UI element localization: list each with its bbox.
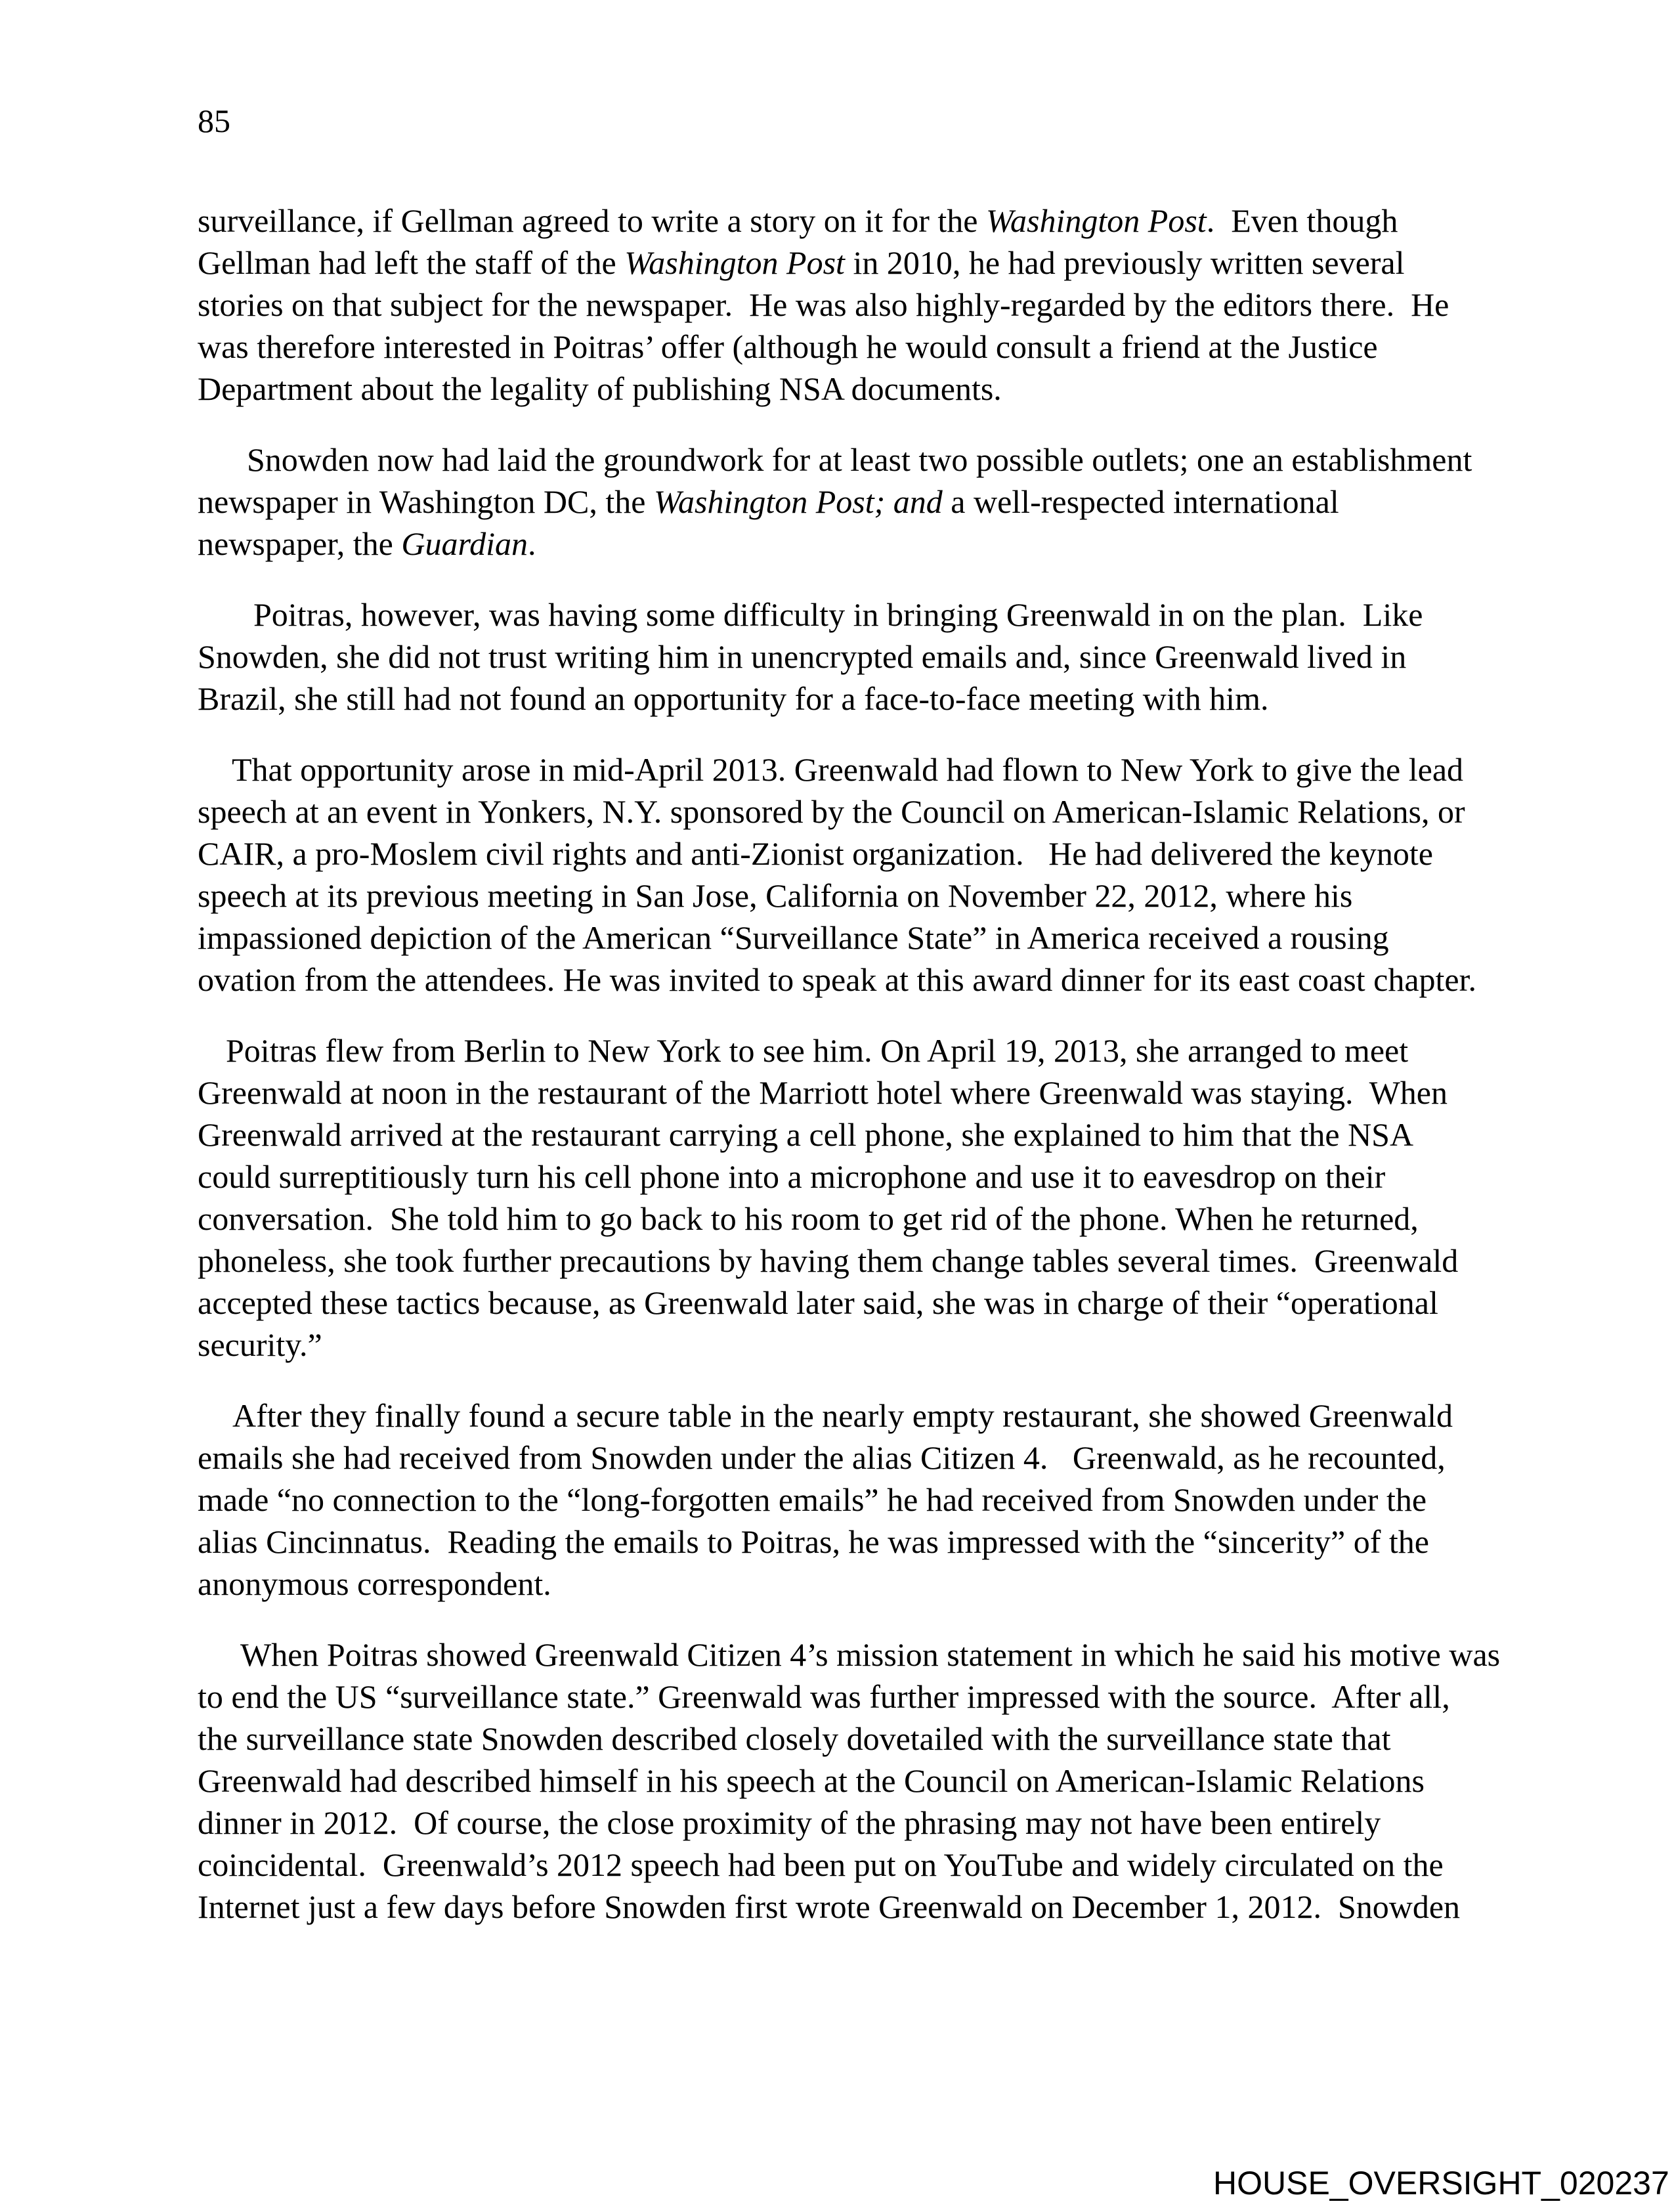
body-text: When Poitras showed Greenwald Citizen 4’s mission statement in which he said his motive was [240,1636,1501,1673]
text-line [198,1282,1530,1324]
text-line [198,1634,1530,1676]
text-line [198,917,1530,959]
body-text: alias Cincinnatus. Reading the emails to Poitras, he was impressed with the “sincerity” of the [198,1523,1429,1560]
text-line [198,523,1530,565]
body-text: security.” [198,1326,322,1363]
body-text: the surveillance state Snowden described closely dovetailed with the surveillance state that [198,1720,1391,1757]
body-text: speech at its previous meeting in San Jose, California on November 22, 2012, where his [198,877,1353,914]
text-line [198,1240,1530,1282]
page-number: 85 [198,102,230,139]
text-line [198,1479,1530,1521]
text-line [198,1030,1530,1072]
body-text: Gellman had left the staff of the [198,244,625,281]
text-line [198,439,1530,481]
body-text: Poitras, however, was having some difficulty in bringing Greenwald in on the plan. Like [253,596,1423,633]
body-text: Snowden now had laid the groundwork for at least two possible outlets; one an establishment [247,441,1472,478]
text-line [198,284,1530,326]
body-text: impassioned depiction of the American “Surveillance State” in America received a rousing [198,919,1389,956]
text-line [198,242,1530,284]
text-line [198,875,1530,917]
text-line [198,1324,1530,1366]
paragraph [198,1030,1530,1366]
text-line [198,1198,1530,1240]
text-line [198,748,1530,791]
text-line [198,1886,1530,1928]
text-line [198,791,1530,833]
text-line [198,1802,1530,1844]
body-text: coincidental. Greenwald’s 2012 speech had been put on YouTube and widely circulated on the [198,1846,1444,1883]
body-text: phoneless, she took further precautions by having them change tables several times. Greenwald [198,1242,1459,1279]
body-text: Greenwald had described himself in his speech at the Council on American-Islamic Relations [198,1762,1425,1799]
text-line [198,1521,1530,1563]
text-line [198,200,1530,242]
body-text: to end the US “surveillance state.” Greenwald was further impressed with the source. After all, [198,1678,1450,1715]
body-text: made “no connection to the “long-forgotten emails” he had received from Snowden under the [198,1481,1427,1518]
text-line [198,368,1530,410]
body-text: emails she had received from Snowden under the alias Citizen 4. Greenwald, as he recounted, [198,1439,1446,1476]
body-text: newspaper in Washington DC, the [198,483,654,520]
body-text: Greenwald at noon in the restaurant of the Marriott hotel where Greenwald was staying. When [198,1074,1448,1111]
text-line [198,959,1530,1001]
body-text: Brazil, she still had not found an opportunity for a face-to-face meeting with him. [198,680,1269,717]
body-text: After they finally found a secure table in the nearly empty restaurant, she showed Greenwald [232,1397,1453,1434]
italic-text: Guardian [401,525,528,562]
text-line [198,1760,1530,1802]
body-text: was therefore interested in Poitras’ offer (although he would consult a friend at the Justice [198,328,1378,365]
body-text: ovation from the attendees. He was invited to speak at this award dinner for its east coast chapter. [198,961,1476,998]
paragraph [198,1634,1530,1928]
paragraph [198,594,1530,720]
text-line [198,1114,1530,1156]
text-line [198,1156,1530,1198]
body-text: could surreptitiously turn his cell phone into a microphone and use it to eavesdrop on their [198,1158,1386,1195]
text-line [198,1437,1530,1479]
body-text: Department about the legality of publishing NSA documents. [198,370,1002,407]
paragraph [198,748,1530,1001]
body-text: speech at an event in Yonkers, N.Y. sponsored by the Council on American-Islamic Relations, or [198,793,1465,830]
text-line [198,1563,1530,1605]
body-text: stories on that subject for the newspaper. He was also highly-regarded by the editors there. He [198,286,1449,323]
text-line [198,1395,1530,1437]
paragraph [198,1395,1530,1605]
italic-text: Washington Post [624,244,845,281]
text-line [198,833,1530,875]
text-line [198,636,1530,678]
text-line [198,1844,1530,1886]
body-text: conversation. She told him to go back to his room to get rid of the phone. When he returned, [198,1200,1419,1237]
body-text: surveillance, if Gellman agreed to write a story on it for the [198,202,986,239]
body-text: dinner in 2012. Of course, the close proximity of the phrasing may not have been entirely [198,1804,1381,1841]
body-text: in 2010, he had previously written several [844,244,1405,281]
text-line [198,1676,1530,1718]
text-line [198,594,1530,636]
body-text: newspaper, the [198,525,402,562]
body-text: anonymous correspondent. [198,1565,551,1602]
body-text: Internet just a few days before Snowden first wrote Greenwald on December 1, 2012. Snowden [198,1888,1461,1925]
body-text: CAIR, a pro-Moslem civil rights and anti-Zionist organization. He had delivered the keynote [198,835,1433,872]
text-line [198,326,1530,368]
text-line [198,1718,1530,1760]
body-text: Snowden, she did not trust writing him in unencrypted emails and, since Greenwald lived in [198,638,1407,675]
paragraph [198,439,1530,565]
body-text: . [528,525,536,562]
body-text: Greenwald arrived at the restaurant carrying a cell phone, she explained to him that the NSA [198,1116,1414,1153]
body-text: . Even though [1206,202,1398,239]
text-line [198,481,1530,523]
body-text: a well-respected international [942,483,1339,520]
body-text: Poitras flew from Berlin to New York to see him. On April 19, 2013, she arranged to meet [226,1032,1409,1069]
italic-text: Washington Post [985,202,1207,239]
body-text: accepted these tactics because, as Greenwald later said, she was in charge of their “operational [198,1284,1438,1321]
text-line [198,678,1530,720]
paragraph [198,200,1530,410]
document-body [198,200,1530,1957]
bates-number: HOUSE_OVERSIGHT_020237 [1213,2165,1669,2201]
italic-text: Washington Post; and [653,483,943,520]
text-line [198,1072,1530,1114]
body-text: That opportunity arose in mid-April 2013. Greenwald had flown to New York to give the lead [232,751,1464,788]
